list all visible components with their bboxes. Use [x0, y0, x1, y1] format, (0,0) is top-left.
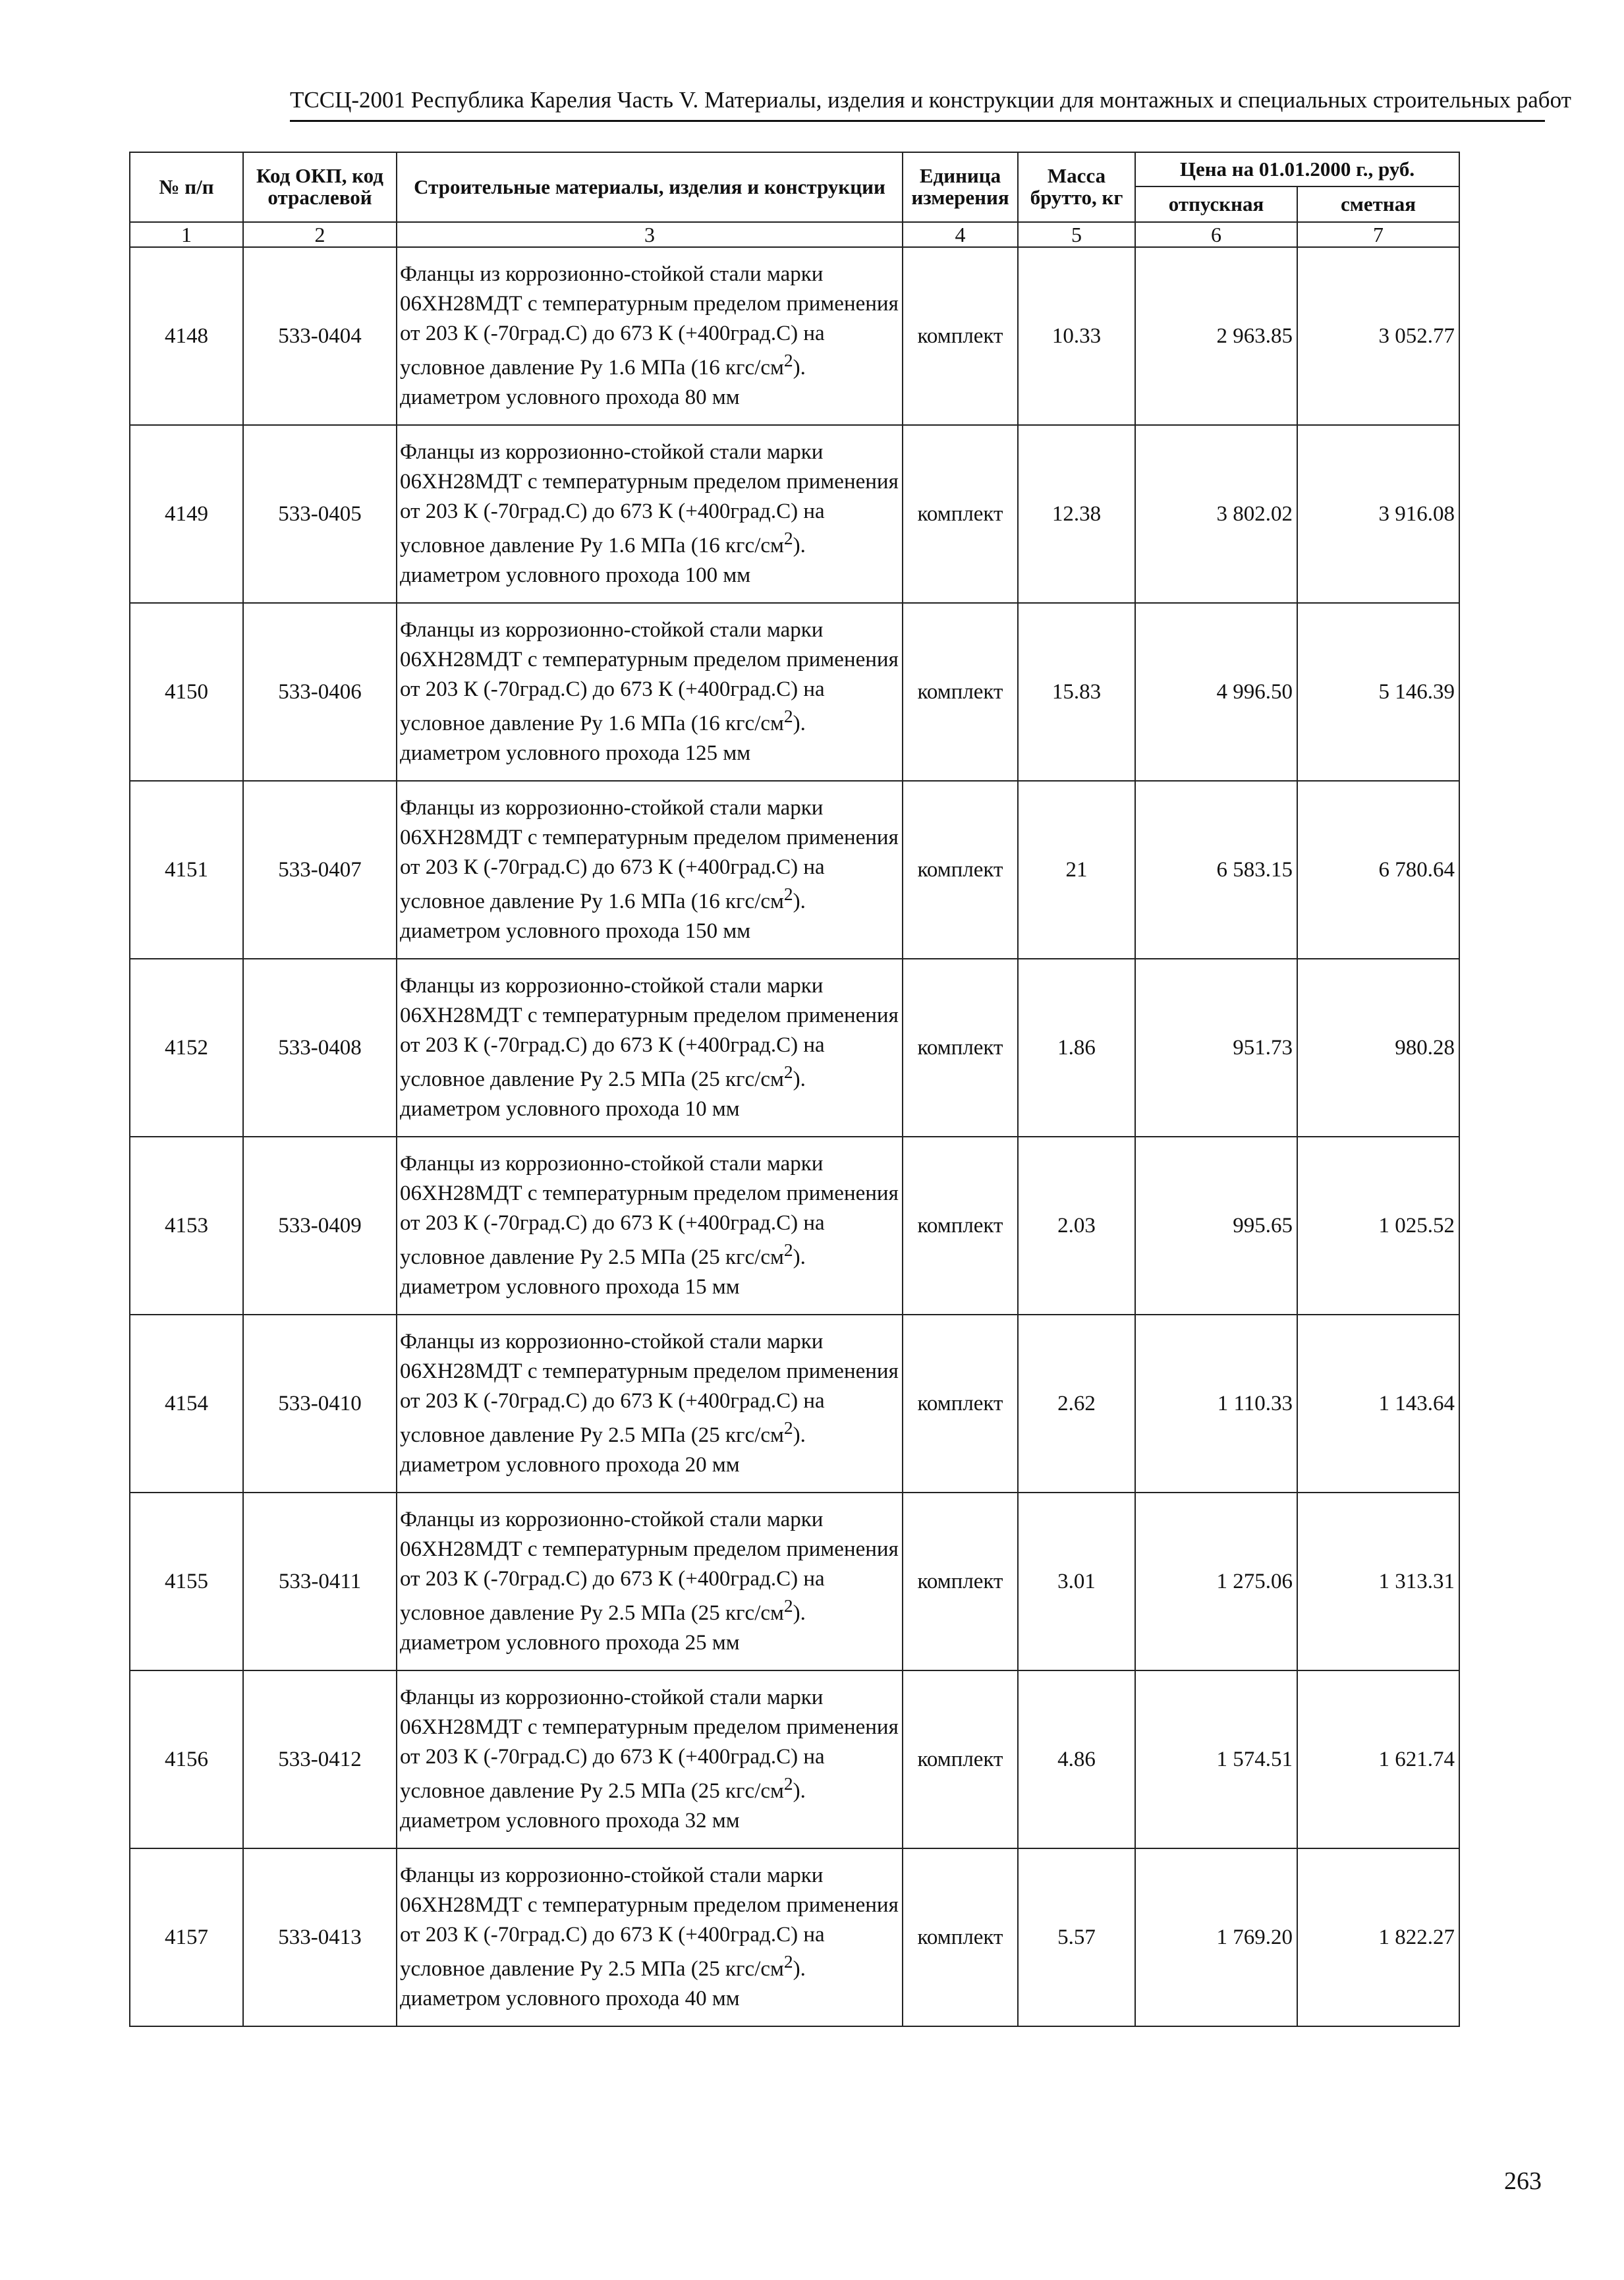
description-superscript: 2: [783, 1595, 793, 1616]
description-superscript: 2: [783, 1062, 793, 1083]
description-text: Фланцы из коррозионно-стойкой стали марки 06ХН28МДТ с температурным пределом применения от 203 К (-70град.С) до 673 К (+400град.С) на условное давление Ру 2.5 МПа (25 кгс/см: [400, 973, 899, 1092]
cell-description: [397, 959, 903, 1137]
cell-unit: комплект: [903, 1848, 1018, 2026]
description-tail: ). диаметром условного прохода 150 мм: [400, 890, 806, 944]
description-superscript: 2: [783, 1240, 793, 1261]
price-table: [129, 152, 1460, 2027]
cell-unit: комплект: [903, 959, 1018, 1137]
col-header-name: Строительные материалы, изделия и конструкции: [397, 152, 903, 222]
table-row: [130, 959, 1459, 1137]
cell-unit: комплект: [903, 425, 1018, 603]
cell-item-number: 4153: [130, 1137, 243, 1315]
description-tail: ). диаметром условного прохода 10 мм: [400, 1068, 806, 1122]
cell-okp-code: 533-0407: [243, 781, 397, 959]
cell-description: [397, 425, 903, 603]
description-text: Фланцы из коррозионно-стойкой стали марки 06ХН28МДТ с температурным пределом применения от 203 К (-70град.С) до 673 К (+400град.С) на условное давление Ру 2.5 МПа (25 кгс/см: [400, 1863, 899, 1981]
description-tail: ). диаметром условного прохода 32 мм: [400, 1779, 806, 1833]
description-tail: ). диаметром условного прохода 100 мм: [400, 534, 806, 588]
cell-price-release: 951.73: [1135, 959, 1297, 1137]
cell-mass: 15.83: [1018, 603, 1135, 781]
description-text: Фланцы из коррозионно-стойкой стали марки 06ХН28МДТ с температурным пределом применения от 203 К (-70град.С) до 673 К (+400град.С) на условное давление Ру 2.5 МПа (25 кгс/см: [400, 1329, 899, 1448]
description-superscript: 2: [783, 1951, 793, 1972]
cell-okp-code: 533-0405: [243, 425, 397, 603]
cell-price-estimate: 1 143.64: [1297, 1315, 1459, 1493]
column-number-row: [130, 222, 1459, 247]
table-row: [130, 603, 1459, 781]
cell-price-release: 995.65: [1135, 1137, 1297, 1315]
col-header-unit: Единица измерения: [903, 152, 1018, 222]
cell-description: [397, 1137, 903, 1315]
cell-unit: комплект: [903, 1137, 1018, 1315]
description-tail: ). диаметром условного прохода 20 мм: [400, 1423, 806, 1477]
description-superscript: 2: [783, 350, 793, 371]
cell-price-release: 2 963.85: [1135, 247, 1297, 425]
cell-price-estimate: 980.28: [1297, 959, 1459, 1137]
cell-item-number: 4148: [130, 247, 243, 425]
col-header-price-estimate: сметная: [1297, 186, 1459, 222]
cell-description: [397, 1315, 903, 1493]
cell-mass: 10.33: [1018, 247, 1135, 425]
cell-price-estimate: 3 916.08: [1297, 425, 1459, 603]
cell-description: [397, 1848, 903, 2026]
table-row: [130, 1670, 1459, 1848]
column-number: 2: [243, 222, 397, 247]
table-row: [130, 781, 1459, 959]
table-row: [130, 1493, 1459, 1670]
col-header-no: № п/п: [130, 152, 243, 222]
cell-mass: 12.38: [1018, 425, 1135, 603]
cell-unit: комплект: [903, 603, 1018, 781]
cell-price-estimate: 1 822.27: [1297, 1848, 1459, 2026]
cell-description: [397, 603, 903, 781]
cell-item-number: 4154: [130, 1315, 243, 1493]
cell-description: [397, 781, 903, 959]
cell-price-estimate: 1 025.52: [1297, 1137, 1459, 1315]
cell-mass: 21: [1018, 781, 1135, 959]
column-number: 7: [1297, 222, 1459, 247]
table-row: [130, 425, 1459, 603]
description-superscript: 2: [783, 706, 793, 727]
cell-okp-code: 533-0406: [243, 603, 397, 781]
description-text: Фланцы из коррозионно-стойкой стали марки 06ХН28МДТ с температурным пределом применения от 203 К (-70град.С) до 673 К (+400град.С) на условное давление Ру 1.6 МПа (16 кгс/см: [400, 617, 899, 736]
cell-okp-code: 533-0408: [243, 959, 397, 1137]
description-superscript: 2: [783, 528, 793, 549]
description-tail: ). диаметром условного прохода 15 мм: [400, 1245, 806, 1299]
description-text: Фланцы из коррозионно-стойкой стали марки 06ХН28МДТ с температурным пределом применения от 203 К (-70град.С) до 673 К (+400град.С) на условное давление Ру 2.5 МПа (25 кгс/см: [400, 1151, 899, 1270]
cell-price-release: 1 574.51: [1135, 1670, 1297, 1848]
cell-mass: 3.01: [1018, 1493, 1135, 1670]
cell-price-estimate: 1 313.31: [1297, 1493, 1459, 1670]
cell-price-estimate: 6 780.64: [1297, 781, 1459, 959]
header-rule: [290, 120, 1545, 122]
cell-price-release: 3 802.02: [1135, 425, 1297, 603]
column-number: 3: [397, 222, 903, 247]
column-number: 4: [903, 222, 1018, 247]
cell-description: [397, 247, 903, 425]
description-text: Фланцы из коррозионно-стойкой стали марки 06ХН28МДТ с температурным пределом применения от 203 К (-70град.С) до 673 К (+400град.С) на условное давление Ру 2.5 МПа (25 кгс/см: [400, 1507, 899, 1626]
cell-mass: 4.86: [1018, 1670, 1135, 1848]
cell-price-estimate: 5 146.39: [1297, 603, 1459, 781]
description-superscript: 2: [783, 884, 793, 905]
cell-item-number: 4150: [130, 603, 243, 781]
cell-okp-code: 533-0410: [243, 1315, 397, 1493]
description-tail: ). диаметром условного прохода 40 мм: [400, 1957, 806, 2011]
cell-description: [397, 1493, 903, 1670]
cell-mass: 1.86: [1018, 959, 1135, 1137]
page-number: 263: [1504, 2167, 1542, 2195]
cell-price-estimate: 1 621.74: [1297, 1670, 1459, 1848]
column-number: 6: [1135, 222, 1297, 247]
description-tail: ). диаметром условного прохода 125 мм: [400, 712, 806, 766]
cell-unit: комплект: [903, 1315, 1018, 1493]
cell-mass: 5.57: [1018, 1848, 1135, 2026]
cell-price-estimate: 3 052.77: [1297, 247, 1459, 425]
cell-mass: 2.62: [1018, 1315, 1135, 1493]
description-text: Фланцы из коррозионно-стойкой стали марки 06ХН28МДТ с температурным пределом применения от 203 К (-70град.С) до 673 К (+400град.С) на условное давление Ру 1.6 МПа (16 кгс/см: [400, 795, 899, 914]
table-row: [130, 1137, 1459, 1315]
cell-mass: 2.03: [1018, 1137, 1135, 1315]
table-row: [130, 1848, 1459, 2026]
cell-okp-code: 533-0404: [243, 247, 397, 425]
cell-unit: комплект: [903, 1670, 1018, 1848]
cell-okp-code: 533-0409: [243, 1137, 397, 1315]
cell-unit: комплект: [903, 781, 1018, 959]
running-header: ТССЦ-2001 Республика Карелия Часть V. Материалы, изделия и конструкции для монтажных и специальных строительных работ: [290, 87, 1571, 113]
cell-description: [397, 1670, 903, 1848]
cell-item-number: 4155: [130, 1493, 243, 1670]
cell-item-number: 4152: [130, 959, 243, 1137]
cell-okp-code: 533-0411: [243, 1493, 397, 1670]
description-text: Фланцы из коррозионно-стойкой стали марки 06ХН28МДТ с температурным пределом применения от 203 К (-70град.С) до 673 К (+400град.С) на условное давление Ру 1.6 МПа (16 кгс/см: [400, 440, 899, 558]
col-header-mass: Масса брутто, кг: [1018, 152, 1135, 222]
description-tail: ). диаметром условного прохода 25 мм: [400, 1601, 806, 1655]
cell-item-number: 4156: [130, 1670, 243, 1848]
col-header-price-group: Цена на 01.01.2000 г., руб.: [1135, 152, 1459, 186]
header-row: [130, 152, 1459, 186]
table-body: [130, 247, 1459, 2026]
cell-unit: комплект: [903, 247, 1018, 425]
description-superscript: 2: [783, 1773, 793, 1794]
cell-item-number: 4151: [130, 781, 243, 959]
cell-item-number: 4157: [130, 1848, 243, 2026]
cell-unit: комплект: [903, 1493, 1018, 1670]
cell-price-release: 1 110.33: [1135, 1315, 1297, 1493]
description-tail: ). диаметром условного прохода 80 мм: [400, 356, 806, 410]
column-number: 1: [130, 222, 243, 247]
cell-okp-code: 533-0412: [243, 1670, 397, 1848]
cell-price-release: 1 275.06: [1135, 1493, 1297, 1670]
cell-price-release: 6 583.15: [1135, 781, 1297, 959]
table-row: [130, 1315, 1459, 1493]
description-text: Фланцы из коррозионно-стойкой стали марки 06ХН28МДТ с температурным пределом применения от 203 К (-70град.С) до 673 К (+400град.С) на условное давление Ру 1.6 МПа (16 кгс/см: [400, 262, 899, 380]
table-row: [130, 247, 1459, 425]
col-header-price-release: отпускная: [1135, 186, 1297, 222]
description-superscript: 2: [783, 1417, 793, 1439]
cell-okp-code: 533-0413: [243, 1848, 397, 2026]
cell-price-release: 1 769.20: [1135, 1848, 1297, 2026]
col-header-okp: Код ОКП, код отраслевой: [243, 152, 397, 222]
cell-item-number: 4149: [130, 425, 243, 603]
column-number: 5: [1018, 222, 1135, 247]
description-text: Фланцы из коррозионно-стойкой стали марки 06ХН28МДТ с температурным пределом применения от 203 К (-70град.С) до 673 К (+400град.С) на условное давление Ру 2.5 МПа (25 кгс/см: [400, 1685, 899, 1804]
cell-price-release: 4 996.50: [1135, 603, 1297, 781]
